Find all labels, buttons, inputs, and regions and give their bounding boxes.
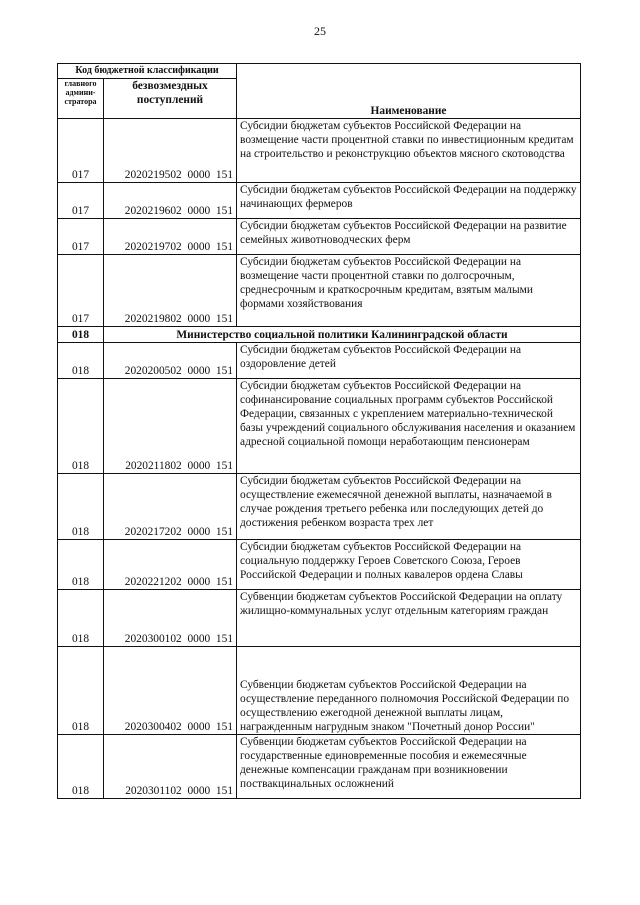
header-name: Наименование bbox=[237, 64, 581, 119]
table-row bbox=[58, 219, 581, 255]
item-name: Субсидии бюджетам субъектов Российской Федерации на возмещение части процентной ставки по долгосрочным, среднесрочным и краткосрочным кредитам, взятым малыми формами хозяйствования bbox=[237, 255, 581, 327]
admin-code: 018 bbox=[58, 590, 104, 647]
admin-code: 017 bbox=[58, 255, 104, 327]
admin-code: 018 bbox=[58, 474, 104, 540]
classification-code: 2020219802 0000 151 bbox=[104, 255, 237, 327]
item-name: Субвенции бюджетам субъектов Российской Федерации на оплату жилищно-коммунальных услуг отдельным категориям граждан bbox=[237, 590, 581, 647]
item-name: Субсидии бюджетам субъектов Российской Федерации на развитие семейных животноводческих ферм bbox=[237, 219, 581, 255]
classification-code: 2020219602 0000 151 bbox=[104, 183, 237, 219]
admin-code: 017 bbox=[58, 183, 104, 219]
department-name: Министерство социальной политики Калининградской области bbox=[104, 327, 581, 343]
table-row bbox=[58, 590, 581, 647]
classification-code: 2020211802 0000 151 bbox=[104, 379, 237, 474]
admin-code: 018 bbox=[58, 647, 104, 735]
item-name: Субсидии бюджетам субъектов Российской Федерации на оздоровление детей bbox=[237, 343, 581, 379]
item-name: Субсидии бюджетам субъектов Российской Федерации на софинансирование социальных программ субъектов Российской Федерации, связанных с укреплением материально-технической базы учреждений социального обслуживания населения и оказанием адресной социальной помощи неработающим пенсионерам bbox=[237, 379, 581, 474]
table-row bbox=[58, 255, 581, 327]
classification-code: 2020217202 0000 151 bbox=[104, 474, 237, 540]
admin-code: 017 bbox=[58, 119, 104, 183]
item-name: Субвенции бюджетам субъектов Российской Федерации на осуществление переданного полномочия Российской Федерации по осуществлению ежегодной денежной выплаты лицам, награжденным нагрудным знаком "Почетный донор России" bbox=[237, 647, 581, 735]
budget-classification-table bbox=[57, 63, 581, 799]
admin-code: 017 bbox=[58, 219, 104, 255]
table-row bbox=[58, 474, 581, 540]
admin-code: 018 bbox=[58, 735, 104, 799]
page-number: 25 bbox=[314, 24, 326, 38]
table-row bbox=[58, 183, 581, 219]
table-row bbox=[58, 735, 581, 799]
classification-code: 2020300402 0000 151 bbox=[104, 647, 237, 735]
admin-code: 018 bbox=[58, 327, 104, 343]
item-name: Субсидии бюджетам субъектов Российской Федерации на осуществление ежемесячной денежной выплаты, назначаемой в случае рождения третьего ребенка или последующих детей до достижения ребенком возраста трех лет bbox=[237, 474, 581, 540]
classification-code: 2020219702 0000 151 bbox=[104, 219, 237, 255]
admin-code: 018 bbox=[58, 343, 104, 379]
classification-code: 2020219502 0000 151 bbox=[104, 119, 237, 183]
classification-code: 2020301102 0000 151 bbox=[104, 735, 237, 799]
table-row bbox=[58, 540, 581, 590]
item-name: Субвенции бюджетам субъектов Российской Федерации на государственные единовременные пособия и ежемесячные денежные компенсации гражданам при возникновении поствакцинальных осложнений bbox=[237, 735, 581, 799]
classification-code: 2020200502 0000 151 bbox=[104, 343, 237, 379]
item-name: Субсидии бюджетам субъектов Российской Федерации на поддержку начинающих фермеров bbox=[237, 183, 581, 219]
header-free-receipts: безвозмездных поступлений bbox=[104, 79, 237, 119]
department-row bbox=[58, 327, 581, 343]
admin-code: 018 bbox=[58, 540, 104, 590]
table-row bbox=[58, 647, 581, 735]
table-row bbox=[58, 343, 581, 379]
classification-code: 2020221202 0000 151 bbox=[104, 540, 237, 590]
header-admin: главного админи-стратора bbox=[58, 79, 104, 119]
table-row bbox=[58, 379, 581, 474]
admin-code: 018 bbox=[58, 379, 104, 474]
item-name: Субсидии бюджетам субъектов Российской Федерации на возмещение части процентной ставки по инвестиционным кредитам на строительство и реконструкцию объектов мясного скотоводства bbox=[237, 119, 581, 183]
item-name: Субсидии бюджетам субъектов Российской Федерации на социальную поддержку Героев Советского Союза, Героев Российской Федерации и полных кавалеров ордена Славы bbox=[237, 540, 581, 590]
classification-code: 2020300102 0000 151 bbox=[104, 590, 237, 647]
table-row bbox=[58, 119, 581, 183]
header-budget-code: Код бюджетной классификации bbox=[58, 64, 237, 79]
